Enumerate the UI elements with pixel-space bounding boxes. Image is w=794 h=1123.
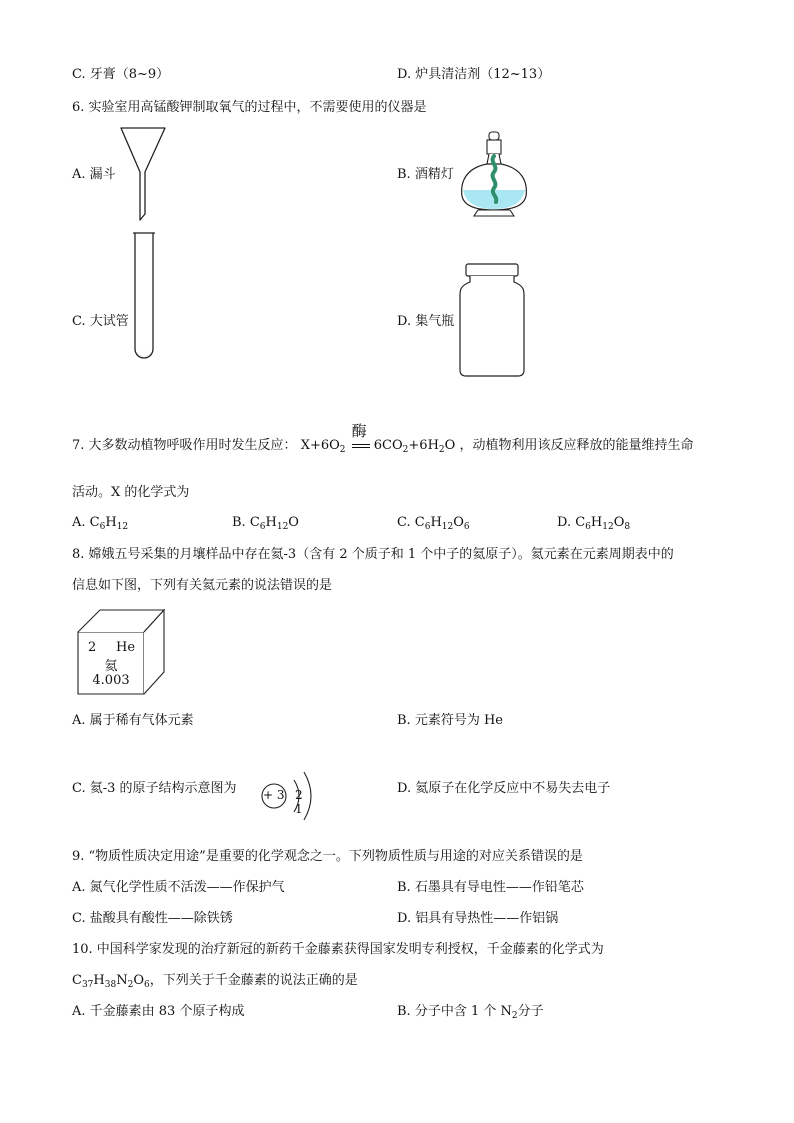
q10-option-a: A. 千金藤素由 83 个原子构成 <box>72 1004 245 1019</box>
q6-stem: 6. 实验室用高锰酸钾制取氧气的过程中，不需要使用的仪器是 <box>72 100 427 115</box>
q8-option-b: B. 元素符号为 He <box>397 713 503 728</box>
q7-eq-rhs3: O <box>444 438 456 453</box>
q7-option-a <box>72 515 128 535</box>
q7-option-d-h: H <box>590 515 603 530</box>
q7-option-a-h: H <box>105 515 117 530</box>
periodic-table-cell <box>76 608 166 696</box>
q7-option-b-o: O <box>288 515 299 530</box>
formula-o: O <box>133 973 144 988</box>
q7-eq-lhs: X+6O <box>300 438 340 453</box>
funnel-image <box>118 126 168 222</box>
q10-option-b-suffix: 分子 <box>517 1004 544 1019</box>
q7-stem-prefix: 7. 大多数动植物呼吸作用时发生反应： <box>72 438 297 453</box>
q8-option-c: C. 氦-3 的原子结构示意图为 <box>72 781 237 796</box>
q7-option-c-sub1: 6 <box>424 522 431 532</box>
q7-eq-arrow <box>350 422 370 454</box>
q10-option-b-prefix: B. 分子中含 1 个 N <box>397 1004 512 1019</box>
q7-stem-line2: 活动。X 的化学式为 <box>72 485 190 500</box>
atomic-structure-diagram <box>258 764 322 828</box>
q7-option-c-o: O <box>453 515 464 530</box>
q7-option-c-h: H <box>430 515 442 530</box>
q6-option-b: B. 酒精灯 <box>397 167 454 182</box>
q7-option-c-label: C. C <box>397 515 425 530</box>
q7-stem <box>72 422 694 458</box>
q7-option-d-label: D. C <box>557 515 586 530</box>
q7-option-b-label: B. C <box>232 515 260 530</box>
q7-option-d-o: O <box>613 515 625 530</box>
atomic-number: 2 <box>88 640 97 655</box>
q7-option-a-sub2: 12 <box>116 522 129 532</box>
q9-option-a: A. 氮气化学性质不活泼——作保护气 <box>72 880 285 895</box>
q7-option-d-sub1: 6 <box>585 522 591 532</box>
q10-stem-line2-text: ，下列关于千金藤素的说法正确的是 <box>149 973 358 988</box>
q10-stem-line2 <box>72 973 358 993</box>
q7-option-d <box>557 515 630 535</box>
q6-option-a: A. 漏斗 <box>72 167 116 182</box>
element-name: 氦 <box>104 659 118 674</box>
q10-stem: 10. 中国科学家发现的治疗新冠的新药千金藤素获得国家发明专利授权，千金藤素的化学式为 <box>72 942 604 957</box>
q10-option-b <box>397 1004 544 1024</box>
q7-eq-condition: 酶 <box>351 422 367 440</box>
q7-eq-rhs-sub1: 2 <box>402 445 409 455</box>
formula-c-sub: 37 <box>81 980 94 990</box>
q8-option-d: D. 氦原子在化学反应中不易失去电子 <box>397 781 611 796</box>
q7-option-b-sub2: 12 <box>276 522 289 532</box>
q7-equation <box>300 422 456 458</box>
q7-eq-rhs1: 6CO <box>373 438 403 453</box>
atomic-mass: 4.003 <box>92 673 130 688</box>
q10-formula <box>72 973 150 988</box>
q7-option-c <box>397 515 470 535</box>
test-tube-image <box>130 231 158 363</box>
q8-stem: 8. 嫦娥五号采集的月壤样品中存在氦-3（含有 2 个质子和 1 个中子的氦原子）。氦元素在元素周期表中的 <box>72 547 674 562</box>
formula-o-sub: 6 <box>143 980 150 990</box>
q9-option-b: B. 石墨具有导电性——作铅笔芯 <box>397 880 584 895</box>
q7-option-c-sub3: 6 <box>463 522 470 532</box>
nucleus-label: + 3 <box>263 788 285 802</box>
q9-option-d: D. 铝具有导热性——作铝锅 <box>397 911 559 926</box>
q5-option-d: D. 炉具清洁剂（12~13） <box>397 67 551 82</box>
formula-c: C <box>72 973 82 988</box>
q7-eq-rhs2: +6H <box>408 438 439 453</box>
formula-h-sub: 38 <box>104 980 117 990</box>
q6-option-d: D. 集气瓶 <box>397 314 455 329</box>
q9-option-c: C. 盐酸具有酸性——除铁锈 <box>72 911 233 926</box>
q7-eq-lhs-sub: 2 <box>339 445 346 455</box>
formula-n: N <box>116 973 128 988</box>
shell-electrons-label: 2 1 <box>295 788 307 816</box>
element-symbol: He <box>116 640 136 655</box>
alcohol-lamp-image <box>456 130 532 222</box>
q7-option-c-sub2: 12 <box>441 522 454 532</box>
q6-option-c: C. 大试管 <box>72 314 129 329</box>
q8-option-a: A. 属于稀有气体元素 <box>72 713 194 728</box>
q7-stem-suffix: ，动植物利用该反应释放的能量维持生命 <box>459 438 694 453</box>
formula-n-sub: 2 <box>127 980 134 990</box>
q7-option-a-sub1: 6 <box>99 522 106 532</box>
q10-option-b-sub: 2 <box>511 1011 518 1021</box>
q9-stem: 9. “物质性质决定用途”是重要的化学观念之一。下列物质性质与用途的对应关系错误的是 <box>72 849 583 864</box>
q7-option-b-sub1: 6 <box>259 522 266 532</box>
q7-option-b-h: H <box>265 515 277 530</box>
q5-option-c: C. 牙膏（8~9） <box>72 67 170 82</box>
q7-option-d-sub3: 8 <box>624 522 631 532</box>
q7-option-a-label: A. C <box>72 515 100 530</box>
q7-option-d-sub2: 12 <box>602 522 614 532</box>
gas-collecting-bottle-image <box>456 262 528 380</box>
q7-eq-rhs-sub2: 2 <box>438 445 445 455</box>
q8-stem-line2: 信息如下图，下列有关氦元素的说法错误的是 <box>72 578 333 593</box>
formula-h: H <box>93 973 105 988</box>
q7-option-b <box>232 515 299 535</box>
